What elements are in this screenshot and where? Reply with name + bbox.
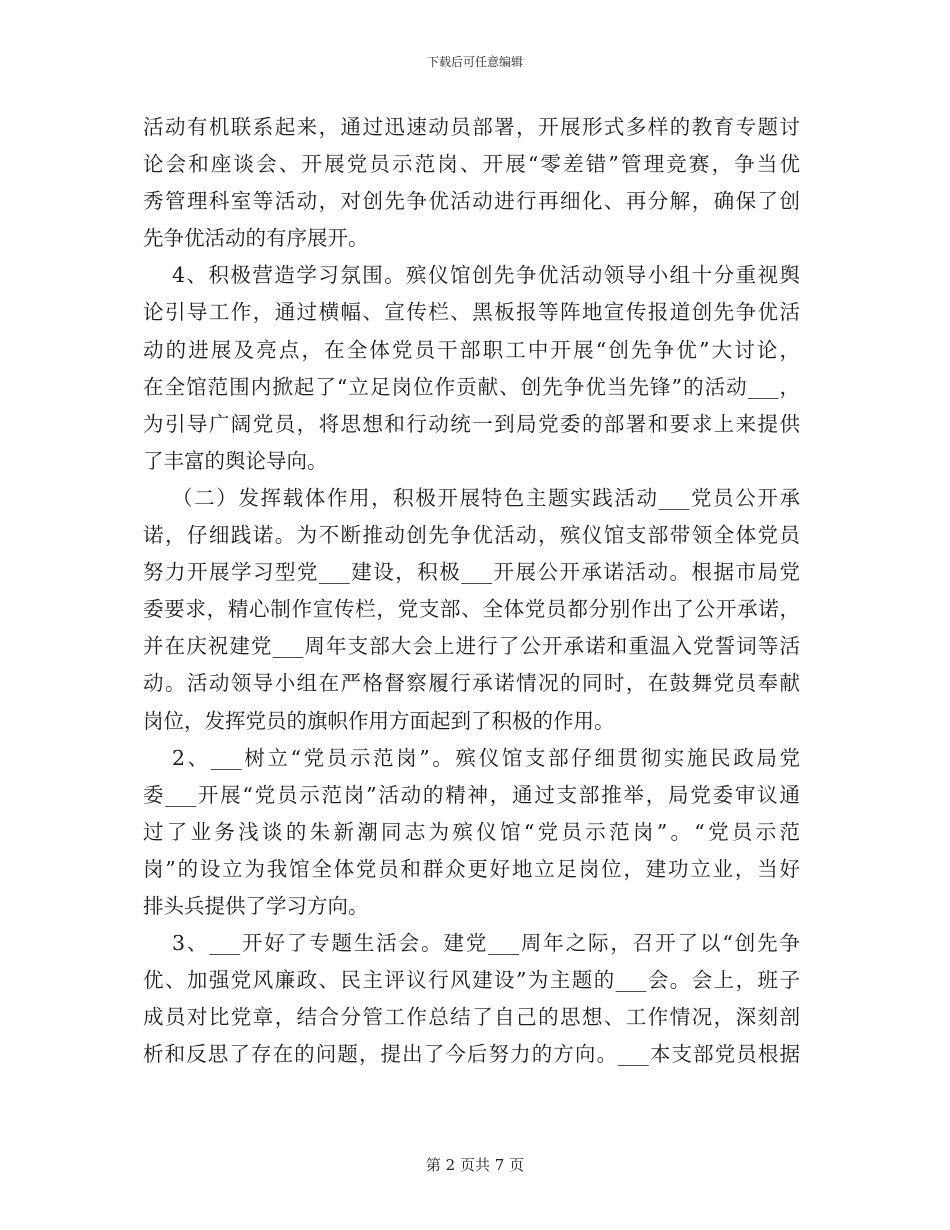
body-text-line: 析和反思了存在的问题，提出了今后努力的方向。___本支部党员根据	[143, 1042, 800, 1067]
body-text-line: 过了业务浅谈的朱新潮同志为殡仪馆“党员示范岗”。“党员示范	[143, 819, 800, 844]
body-text-line: 诺，仔细践诺。为不断推动创先争优活动，殡仪馆支部带领全体党员	[143, 523, 800, 548]
body-text-line: 排头兵提供了学习方向。	[143, 893, 369, 918]
body-paragraph	[143, 925, 800, 1073]
body-text-line: 岗位，发挥党员的旗帜作用方面起到了积极的作用。	[143, 708, 615, 733]
body-text-line: 论会和座谈会、开展党员示范岗、开展“零差错”管理竞赛，争当优	[143, 152, 800, 177]
document-body	[143, 109, 800, 1073]
page-number-footer: 第 2 页共 7 页	[425, 1156, 525, 1174]
body-paragraph	[143, 109, 800, 257]
body-text-line: 成员对比党章，结合分管工作总结了自己的思想、工作情况，深刻剖	[143, 1005, 800, 1030]
body-text-line: 先争优活动的有序展开。	[143, 226, 369, 251]
body-text-line: 委___开展“党员示范岗”活动的精神，通过支部推举，局党委审议通	[143, 782, 800, 807]
body-text-line: 为引导广阔党员，将思想和行动统一到局党委的部署和要求上来提供	[143, 411, 800, 436]
body-paragraph	[143, 257, 800, 480]
body-text-line: （二）发挥载体作用，积极开展特色主题实践活动___党员公开承	[172, 485, 800, 510]
body-text-line: 动的进展及亮点，在全体党员干部职工中开展“创先争优”大讨论，	[143, 337, 800, 362]
body-paragraph	[143, 740, 800, 925]
page-header-note: 下载后可任意编辑	[426, 55, 523, 69]
body-text-line: 动。活动领导小组在严格督察履行承诺情况的同时，在鼓舞党员奉献	[143, 671, 800, 696]
body-text-line: 2、___树立“党员示范岗”。殡仪馆支部仔细贯彻实施民政局党	[172, 745, 800, 770]
body-paragraph	[143, 480, 800, 740]
body-text-line: 3、___开好了专题生活会。建党___周年之际，召开了以“创先争	[172, 931, 800, 956]
body-text-line: 并在庆祝建党___周年支部大会上进行了公开承诺和重温入党誓词等活	[143, 634, 800, 659]
body-text-line: 了丰富的舆论导向。	[143, 448, 328, 473]
body-text-line: 4、积极营造学习氛围。殡仪馆创先争优活动领导小组十分重视舆	[172, 263, 800, 288]
body-text-line: 论引导工作，通过横幅、宣传栏、黑板报等阵地宣传报道创先争优活	[143, 300, 800, 325]
body-text-line: 秀管理科室等活动，对创先争优活动进行再细化、再分解，确保了创	[143, 189, 800, 214]
body-text-line: 努力开展学习型党___建设，积极___开展公开承诺活动。根据市局党	[143, 560, 800, 585]
body-text-line: 活动有机联系起来，通过迅速动员部署，开展形式多样的教育专题讨	[143, 115, 800, 139]
body-text-line: 优、加强党风廉政、民主评议行风建设”为主题的___会。会上，班子	[143, 968, 800, 993]
body-text-line: 委要求，精心制作宣传栏，党支部、全体党员都分别作出了公开承诺，	[143, 597, 800, 622]
body-text-line: 岗”的设立为我馆全体党员和群众更好地立足岗位，建功立业，当好	[143, 856, 800, 881]
body-text-line: 在全馆范围内掀起了“立足岗位作贡献、创先争优当先锋”的活动___，	[143, 374, 800, 399]
